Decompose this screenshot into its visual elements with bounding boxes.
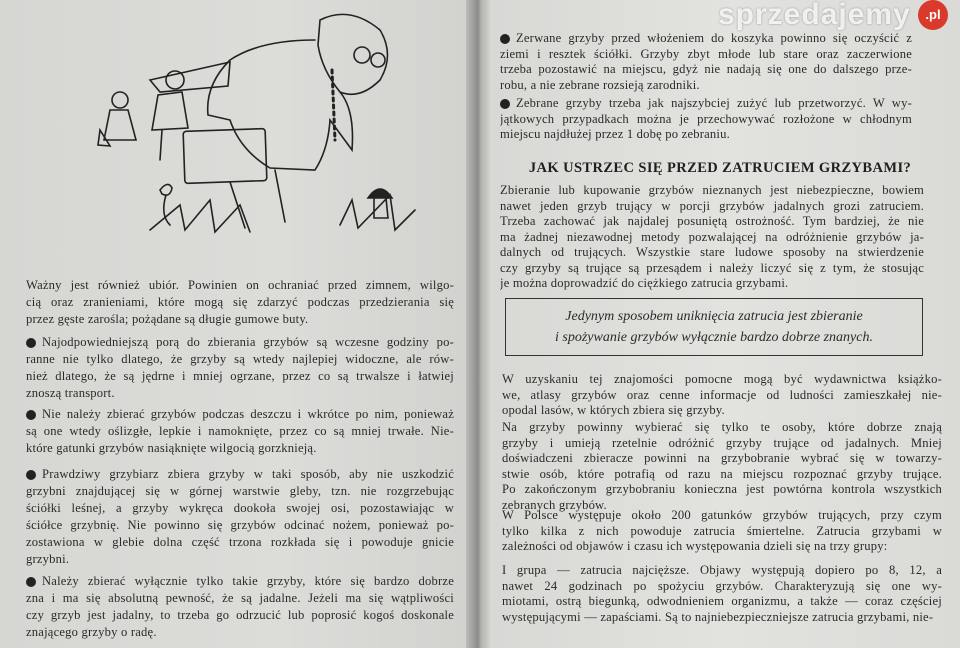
bullet-paragraph [500, 31, 912, 93]
text-line [26, 277, 454, 294]
text-line [26, 551, 454, 568]
text-line [502, 436, 942, 452]
paragraph [502, 372, 942, 419]
watermark-badge: .pl [918, 0, 948, 30]
text-line [500, 245, 924, 261]
bullet-paragraph [26, 466, 454, 568]
line-text: ściółki leśnej, a grzyby wykręca dookoła swojej osi, pozostawiając w [26, 501, 454, 515]
bullet-icon [26, 577, 36, 587]
line-text: miejscu najdłużej przez 1 dobę po zebraniu. [500, 127, 730, 141]
text-line [500, 199, 924, 215]
text-line [26, 624, 454, 641]
line-text: Nie należy zbierać grzybów podczas deszczu i wkrótce po nim, ponieważ [42, 407, 454, 421]
line-text: Trzeba zachować jak najdalej posuniętą ostrożność. Tym bardziej, że nie [500, 214, 924, 228]
text-line [26, 590, 454, 607]
highlight-box [505, 298, 923, 356]
text-line [502, 524, 942, 540]
line-text: Należy zbierać wyłącznie tylko takie grzyby, które się bardzo dobrze [42, 574, 454, 588]
line-text: je można doprowadzić do ciężkiego zatrucia grzybami. [500, 276, 789, 290]
cartoon-illustration [90, 0, 450, 250]
text-line [502, 563, 942, 579]
text-line [500, 261, 924, 277]
line-text: doświadczeni zbieracze powinni na grzybobranie wybrać się w towarzy- [502, 451, 942, 465]
woman-figure [152, 92, 188, 160]
glasses-left [354, 47, 370, 63]
text-line [26, 368, 454, 385]
text-line [500, 183, 924, 199]
bullet-icon [26, 410, 36, 420]
line-text: Prawdziwy grzybiarz zbiera grzyby w taki sposób, aby nie uszkodzić [42, 467, 454, 481]
text-line [502, 579, 942, 595]
line-text: są one wtedy oślizgłe, lepkie i namoknięte, przez co są mniej trwałe. Nie- [26, 424, 454, 438]
line-text: robu, a nie zebrane rozsieją zarodniki. [500, 77, 700, 92]
bullet-icon [500, 34, 510, 44]
bullet-paragraph [26, 573, 454, 641]
man-head [318, 14, 388, 94]
bullet-icon [26, 470, 36, 480]
highlight-line: i spożywanie grzybów wyłącznie bardzo dobrze znanych. [555, 330, 873, 345]
line-text: ściółce grzybnię. Nie powinno się grzybów odcinać nożem, ponieważ po- [26, 518, 454, 532]
line-text: cią oraz zranieniami, które mogą się zdarzyć podczas przedzierania się [26, 295, 454, 309]
line-text: czy grzyby są trujące są przesądem i należy liczyć się z tym, że stosując [500, 260, 924, 275]
text-line [502, 403, 942, 419]
text-line [26, 534, 454, 551]
glasses-right [371, 53, 385, 67]
bullet-paragraph [26, 334, 454, 402]
text-line [500, 62, 912, 78]
line-text: przez gęste zarośla; pożądane są długie gumowe buty. [26, 312, 309, 326]
text-line [502, 451, 942, 467]
text-line [26, 294, 454, 311]
line-text: grzybni znajdującej się w górnej warstwie gleby, tzn. nie rozgrzebując [26, 484, 454, 498]
text-line [26, 517, 454, 534]
line-text: opodal lasów, w których zbiera się grzyby. [502, 403, 725, 417]
line-text: grzyby i umieją rzetelnie odróżnić grzyby trujące od jadalnych. Mniej [502, 435, 942, 450]
text-line [502, 388, 942, 404]
line-text: Zebrane grzyby trzeba jak najszybciej zużyć lub przetworzyć. W wy- [516, 96, 912, 110]
child-head [112, 92, 128, 108]
line-text: Ważny jest również ubiór. Powinien on ochraniać przed zimnem, wilgo- [26, 278, 454, 292]
line-text: nież dlatego, że są jędrne i mniej ogrzane, przez co są trwalsze i łatwiej [26, 369, 454, 383]
line-text: ziemi i resztek ściółki. Grzyby zbyt młode lub stare oraz zaczerwione [500, 46, 912, 61]
line-text: tylko kilka z nich powoduje zatrucia śmiertelne. Zatrucia grzybami w [502, 523, 942, 538]
bullet-paragraph [500, 96, 912, 143]
text-line [500, 230, 924, 246]
legs [230, 170, 285, 228]
text-line [26, 385, 454, 402]
text-line [502, 610, 942, 626]
line-text: I grupa — zatrucia najcięższe. Objawy występują dopiero po 8, 12, a [502, 563, 942, 577]
text-line [500, 276, 924, 292]
highlight-line: Jedynym sposobem uniknięcia zatrucia jest zbieranie [565, 309, 863, 324]
text-line [502, 539, 942, 555]
line-text: zna i ma się absolutną pewność, że są jadalne. Jeżeli ma się wątpliwości [26, 591, 454, 605]
text-line [26, 607, 454, 624]
text-line [26, 406, 454, 423]
text-line [26, 351, 454, 368]
text-line [502, 594, 942, 610]
line-text: Najodpowiedniejszą porą do zbierania grzybów są wczesne godziny po- [42, 335, 454, 349]
line-text: jątkowych przypadkach można je przechowywać rozłożone w chłodnym [500, 111, 912, 126]
child-figure [98, 110, 136, 146]
line-text: zostawiona w glebie dolna część trzona rozkłada się i powoduje gnicie [26, 535, 454, 549]
text-line [26, 573, 454, 590]
line-text: zebranych grzybów. [502, 497, 607, 512]
bullet-icon [500, 99, 510, 109]
text-line [502, 372, 942, 388]
watermark-logo: sprzedajemy [718, 0, 911, 31]
text-line [500, 96, 912, 112]
text-line [26, 311, 454, 328]
line-text: stwie osób, które potrafią od razu na miejscu rozpoznać grzyby trujące. [502, 466, 942, 481]
line-text: Zbieranie lub kupowanie grzybów nieznanych jest niebezpieczne, bowiem [500, 183, 924, 197]
line-text: czy grzyb jest jadalny, to trzeba go odrzucić lub poprosić kogoś doskonale [26, 608, 454, 622]
line-text: trzeba pozostawić na miejscu, gdyż nie nadają się one do dalszego prze- [500, 62, 912, 76]
text-line [500, 214, 924, 230]
man-body [208, 40, 353, 170]
paragraph [502, 508, 942, 555]
line-text: ma żadnej niezawodnej metody pozwalającej na odróżnienie grzybów ja- [500, 229, 924, 244]
line-text: nawet 24 godzinach po spożyciu grzybów. Charakteryzują się one wy- [502, 578, 942, 593]
bullet-paragraph [26, 406, 454, 457]
paragraph [500, 183, 924, 292]
line-text: występującymi — zapaściami. Są to najniebezpieczniejsze zatrucia grzybami, nie- [502, 609, 934, 624]
text-line [500, 47, 912, 63]
tie [332, 70, 335, 140]
text-line [500, 31, 912, 47]
section-heading: JAK USTRZEC SIĘ PRZED ZATRUCIEM GRZYBAMI? [528, 160, 912, 176]
text-line [26, 440, 454, 457]
text-line [500, 112, 912, 128]
text-line [26, 466, 454, 483]
line-text: W uzyskaniu tej znajomości pomocne mogą być wydawnictwa książko- [502, 372, 942, 386]
paragraph [502, 563, 942, 625]
text-line [500, 127, 912, 143]
line-text: we, atlasy grzybów oraz cenne informacje od ludności zamieszkałej nie- [502, 387, 942, 402]
bullet-icon [26, 338, 36, 348]
text-line [502, 467, 942, 483]
mushroom-stem [374, 198, 388, 218]
line-text: Na grzyby powinny wybierać się tylko te osoby, które dobrze znają [502, 420, 942, 434]
paragraph [502, 420, 942, 513]
book-gutter [466, 0, 492, 648]
line-text: znoszą transport. [26, 386, 115, 400]
line-text: miotami, ostrą biegunką, odwodnieniem organizmu, a także — coraz częściej [502, 594, 942, 608]
line-text: grzybni. [26, 552, 70, 566]
line-text: które gatunki grzybów nasiąknięte wilgocią gorzknieją. [26, 441, 317, 455]
mushroom-cap [368, 189, 392, 198]
grass [150, 195, 415, 232]
text-line [502, 482, 942, 498]
line-text: nawet jeden grzyb trujący w porcji grzybów jadalnych grozi zatruciem. [500, 198, 924, 213]
text-line [502, 508, 942, 524]
car-outline [150, 62, 230, 92]
text-line [26, 500, 454, 517]
text-line [500, 78, 912, 94]
line-text: ranne nie tylko dlatego, że grzyby są wtedy najlepiej widoczne, ale rów- [26, 352, 454, 366]
text-line [26, 483, 454, 500]
flower [160, 184, 172, 225]
text-line [502, 420, 942, 436]
text-line [26, 423, 454, 440]
line-text: Zerwane grzyby przed włożeniem do koszyka powinno się oczyścić z [516, 31, 912, 45]
line-text: zależności od objawów i czasu ich występowania dzieli się na trzy grupy: [502, 539, 888, 553]
text-line [26, 334, 454, 351]
paragraph [26, 277, 454, 328]
line-text: dalnych od trujących. Wszystkie stare ludowe sposoby na stwierdzenie [500, 245, 924, 259]
line-text: Po zakończonym grzybobraniu konieczna jest powtórna kontrola wszystkich [502, 482, 942, 496]
line-text: znającego grzyby o radę. [26, 625, 157, 639]
line-text: W Polsce występuje około 200 gatunków grzybów trujących, przy czym [502, 508, 942, 522]
